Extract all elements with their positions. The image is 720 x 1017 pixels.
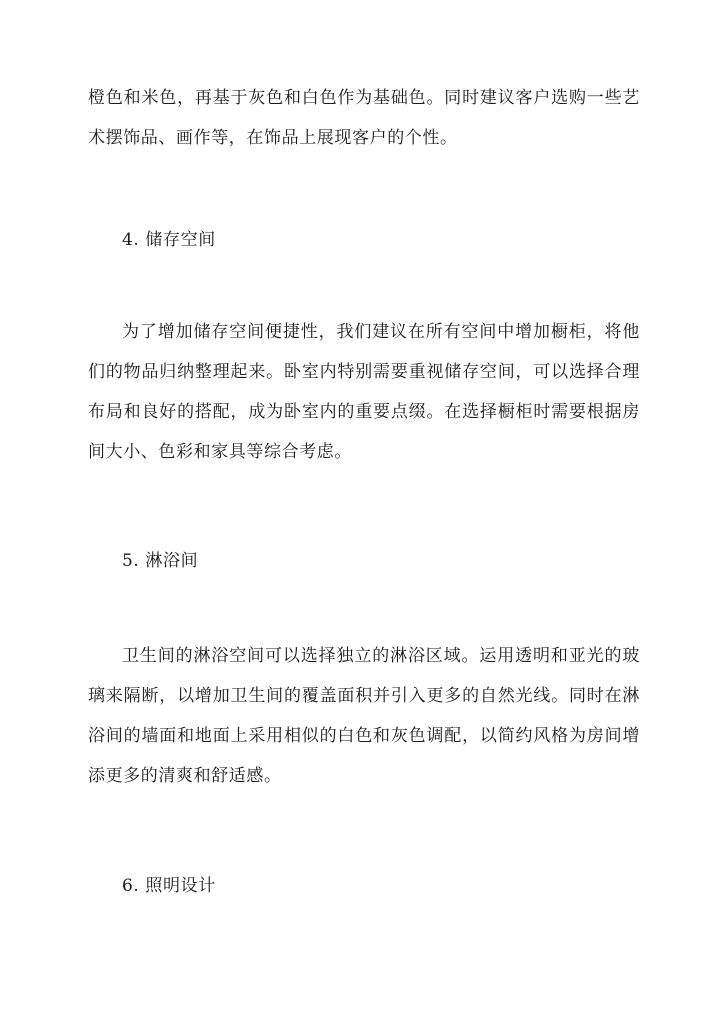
paragraph-storage: 为了增加储存空间便捷性，我们建议在所有空间中增加橱柜，将他们的物品归纳整理起来。卧室内特别需要重视储存空间，可以选择合理布局和良好的搭配，成为卧室内的重要点缀。在选择橱柜时需要根据房间大小、色彩和家具等综合考虑。	[88, 322, 640, 462]
paragraph-shower: 卫生间的淋浴空间可以选择独立的淋浴区域。运用透明和亚光的玻璃来隔断，以增加卫生间的覆盖面积并引入更多的自然光线。同时在淋浴间的墙面和地面上采用相似的白色和灰色调配，以简约风格为房间增添更多的清爽和舒适感。	[88, 646, 640, 786]
paragraph-intro-continuation: 橙色和米色，再基于灰色和白色作为基础色。同时建议客户选购一些艺术摆饰品、画作等，在饰品上展现客户的个性。	[88, 88, 640, 148]
section-heading-lighting: 6. 照明设计	[122, 876, 216, 896]
section-heading-shower: 5. 淋浴间	[122, 551, 199, 571]
section-heading-storage: 4. 储存空间	[122, 230, 216, 250]
